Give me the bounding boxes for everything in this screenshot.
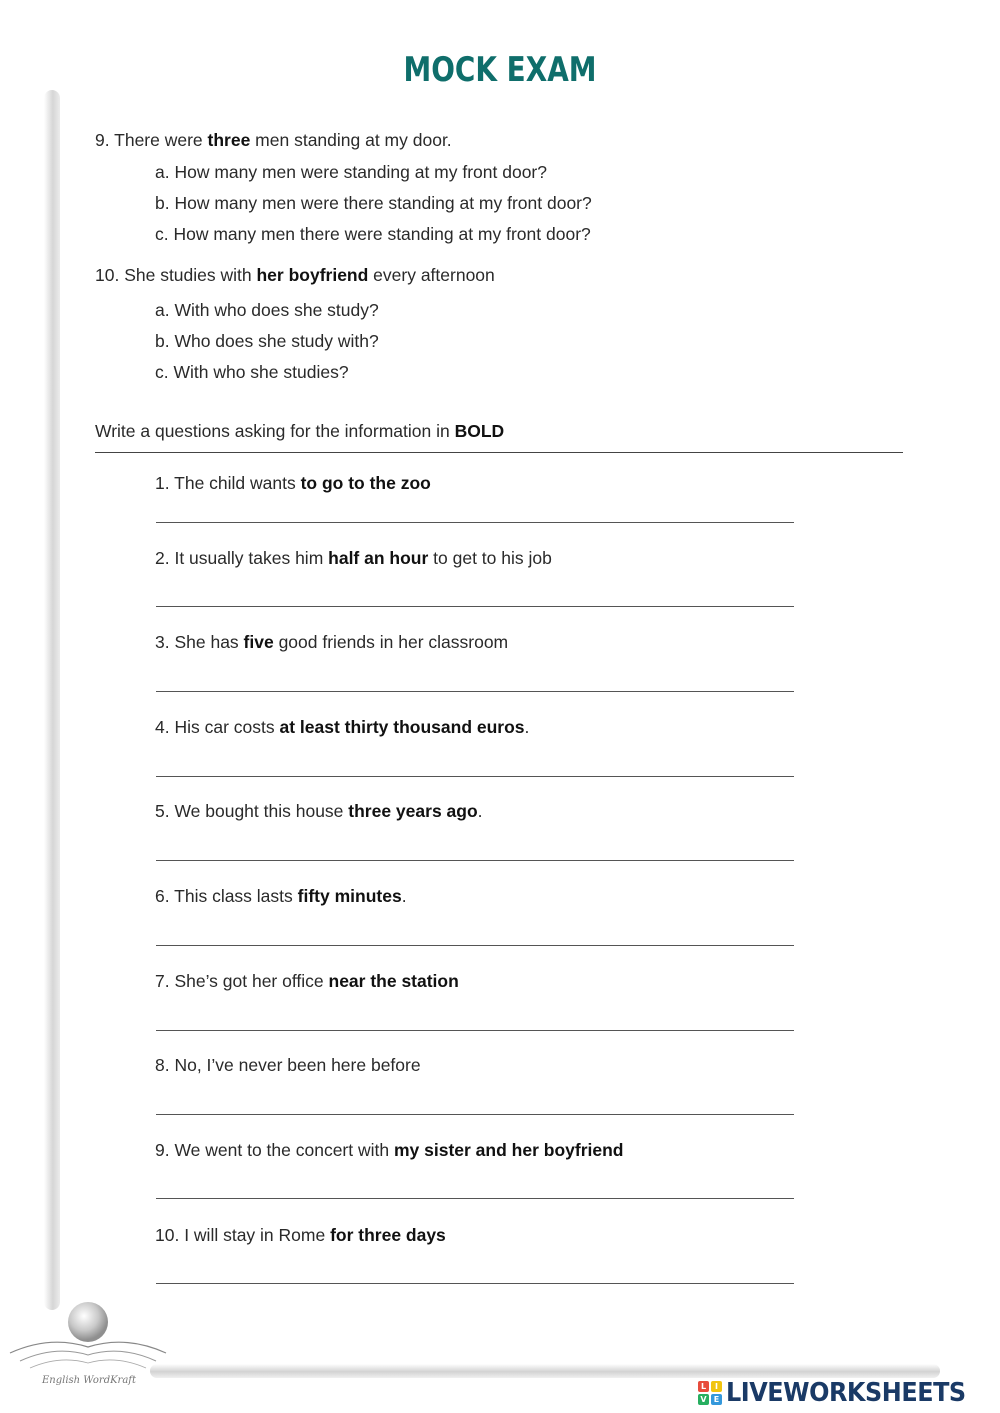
logo-caption: English WordKraft xyxy=(42,1375,137,1386)
mc-question-10-option-a[interactable]: a. With who does she study? xyxy=(155,300,379,320)
write-item-8: 8. No, I’ve never been here before xyxy=(155,1055,421,1075)
answer-line-9[interactable] xyxy=(156,1198,794,1199)
answer-line-10[interactable] xyxy=(156,1283,794,1284)
write-item-2: 2. It usually takes him half an hour to get to his job xyxy=(155,548,552,568)
brand-text: LIVEWORKSHEETS xyxy=(726,1378,966,1408)
answer-line-6[interactable] xyxy=(156,945,794,946)
answer-line-5[interactable] xyxy=(156,860,794,861)
mc-question-9-stem: 9. There were three men standing at my door. xyxy=(95,130,452,150)
page-title: MOCK EXAM xyxy=(403,50,597,90)
write-item-7: 7. She’s got her office near the station xyxy=(155,971,459,991)
answer-line-2[interactable] xyxy=(156,606,794,607)
answer-line-7[interactable] xyxy=(156,1030,794,1031)
answer-line-4[interactable] xyxy=(156,776,794,777)
write-item-9: 9. We went to the concert with my sister and her boyfriend xyxy=(155,1140,624,1160)
brand-letter-e: E xyxy=(711,1394,722,1405)
answer-line-3[interactable] xyxy=(156,691,794,692)
write-item-5: 5. We bought this house three years ago. xyxy=(155,801,483,821)
write-item-6: 6. This class lasts fifty minutes. xyxy=(155,886,407,906)
english-wordkraft-logo xyxy=(0,1295,175,1395)
mc-question-10-option-b[interactable]: b. Who does she study with? xyxy=(155,331,379,351)
mc-question-9-option-b[interactable]: b. How many men were there standing at my front door? xyxy=(155,193,592,213)
answer-line-1[interactable] xyxy=(156,522,794,523)
brand-letter-v: V xyxy=(698,1394,709,1405)
section-instruction: Write a questions asking for the information in BOLD xyxy=(95,421,505,441)
page-shadow-left xyxy=(44,90,60,1310)
mc-question-9-option-c[interactable]: c. How many men there were standing at my front door? xyxy=(155,224,591,244)
brand-letter-l: L xyxy=(698,1381,709,1392)
write-item-1: 1. The child wants to go to the zoo xyxy=(155,473,431,493)
mc-question-10-stem: 10. She studies with her boyfriend every afternoon xyxy=(95,265,495,285)
brand-letter-i: I xyxy=(711,1381,722,1392)
liveworksheets-icon xyxy=(698,1381,722,1405)
write-item-4: 4. His car costs at least thirty thousand euros. xyxy=(155,717,530,737)
mc-question-10-option-c[interactable]: c. With who she studies? xyxy=(155,362,349,382)
write-item-3: 3. She has five good friends in her classroom xyxy=(155,632,509,652)
answer-line-8[interactable] xyxy=(156,1114,794,1115)
write-item-10: 10. I will stay in Rome for three days xyxy=(155,1225,446,1245)
mc-question-9-option-a[interactable]: a. How many men were standing at my front door? xyxy=(155,162,547,182)
section-divider xyxy=(95,452,903,453)
liveworksheets-brand xyxy=(698,1376,987,1410)
